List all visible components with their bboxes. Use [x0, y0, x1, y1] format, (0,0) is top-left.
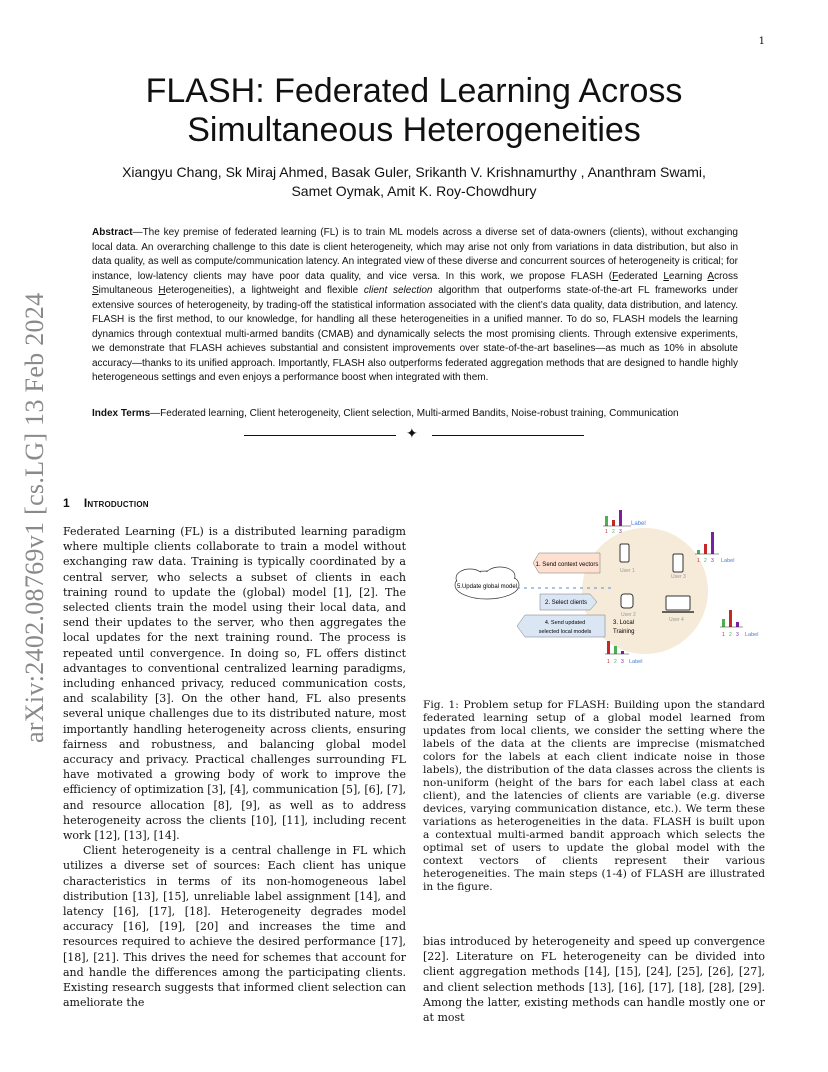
tick-label: 3 [621, 659, 624, 665]
server-cloud [455, 567, 519, 599]
acronym-rest: ederated [618, 270, 664, 282]
title-line-2: Simultaneous Heterogeneities [187, 111, 641, 149]
figure-flash-setup [425, 506, 765, 671]
tick-label: 2 [704, 558, 707, 564]
user4-label: User 4 [669, 617, 684, 623]
abstract-text-1: —The key premise of federated learning (FL) is to train ML models across a diverse set of data-owners (clients), without exchanging local data. An overarching challenge to this date is client heterogeneity, which may arise not only from variations in data distribution, but also in data quality, as well as compute/communication latency. An integrated view of these diverse and concurrent sources of heterogeneity is critical; for instance, low-latency clients may have poor data quality, and vice versa. In this work, we propose FLASH ( [92, 227, 738, 282]
tick-label: 2 [612, 529, 615, 535]
acronym-rest: imultaneous [98, 285, 159, 296]
bar [621, 651, 624, 654]
label-word: Label [631, 521, 646, 527]
tick-label: 3 [711, 558, 714, 564]
acronym-letter: A [707, 270, 715, 282]
abstract [92, 226, 738, 386]
user1-label: User 1 [620, 568, 635, 574]
label-word: Label [721, 558, 735, 564]
authors-line-1: Xiangyu Chang, Sk Miraj Ahmed, Basak Guler, Srikanth V. Krishnamurthy , Ananthram Swami, [122, 164, 706, 180]
step4-label-b: selected local models [538, 629, 592, 635]
author-list [90, 163, 738, 201]
section-number: 1 [63, 496, 70, 510]
tick-label: 1 [697, 558, 700, 564]
step3-label-b: Training [613, 629, 635, 635]
authors-line-2: Samet Oymak, Amit K. Roy-Chowdhury [291, 183, 537, 199]
left-column [63, 524, 406, 1011]
phone-icon [620, 544, 629, 562]
acronym-letter: S [92, 285, 99, 296]
abstract-text-2: ), a lightweight and flexible [228, 285, 364, 296]
step2-label: 2. Select clients [544, 600, 588, 606]
paper-title [100, 72, 728, 150]
index-terms [92, 407, 738, 421]
acronym-letter: F [612, 270, 619, 282]
acronym-letter: H [158, 285, 166, 296]
bar [619, 510, 622, 526]
step4-label-a: 4. Send updated [544, 620, 586, 626]
bar [605, 516, 608, 526]
acronym-rest: cross [714, 270, 738, 282]
tick-label: 1 [607, 659, 610, 665]
section-divider [244, 427, 584, 443]
bar-group-right-bottom [720, 610, 758, 638]
bar [704, 544, 707, 554]
page-number: 1 [758, 36, 765, 47]
paragraph: bias introduced by heterogeneity and speed up convergence [22]. Literature on FL heterogeneity can be divided into client aggregation methods [14], [15], [24], [25], [26], [27], and client selection methods [13], [16], [17], [18], [28], [29]. Among the latter, existing methods can handle mostly one or at most [423, 935, 765, 1025]
index-terms-label: Index Terms [92, 408, 151, 419]
divider-line-left [244, 435, 396, 436]
tick-label: 2 [729, 632, 732, 638]
bar [614, 646, 617, 654]
caption-label: Fig. 1: [423, 699, 459, 711]
acronym-rest: earning [668, 270, 708, 282]
label-word: Label [629, 659, 643, 665]
step3-label-a: 3. Local [613, 620, 635, 626]
abstract-label: Abstract [92, 227, 133, 238]
user2-label: User 2 [621, 612, 636, 618]
title-line-1: FLASH: Federated Learning Across [145, 72, 683, 110]
caption-text: Problem setup for FLASH: Building upon the standard federated learning setup of a global model learned from updates from local clients, we consider the setting where the labels of the data at the clients are imprecise (mismatched colors for the labels at each client indicate noise in those labels), the distribution of the data classes across the clients is non-uniform (height of the bars for each label class at each client), and the latencies of clients are variable (e.g. diverse devices, varying communication distance, etc.). We term these variations as heterogeneities in the data. FLASH is built upon a contextual multi-armed bandit approach which selects the optimal set of users to update the global model with the context vectors of clients represent their various heterogeneities. The main steps (1-4) of FLASH are illustrated in the figure. [423, 699, 765, 893]
bar [711, 532, 714, 554]
bar [612, 520, 615, 526]
label-word: Label [745, 632, 759, 638]
bar [697, 550, 700, 554]
acronym-letter: L [663, 270, 669, 282]
step1-label: 1. Send context vectors [535, 562, 599, 568]
section-heading [63, 496, 149, 510]
abstract-text-3: algorithm that outperforms state-of-the-art FL frameworks under extensive sources of heterogeneity, by trading-off the statistical information associated with the client’s data quality, data distribution, and latency. FLASH is the first method, to our knowledge, for handling all these heterogeneities in a unified manner. To do so, FLASH models the learning dynamics through contextual multi-armed bandits (CMAB) and dynamically selects the most promising clients. Through extensive experiments, we demonstrate that FLASH achieves substantial and consistent improvements over state-of-the-art baselines—as much as 10% in absolute accuracy—thanks to its unified approach. Importantly, FLASH also outperforms federated aggregation methods that are designed to handle highly heterogeneous settings and even enjoys a performance boost when integrated with them. [92, 285, 738, 383]
tick-label: 2 [614, 659, 617, 665]
divider-line-right [432, 435, 584, 436]
index-terms-text: —Federated learning, Client heterogeneity, Client selection, Multi-armed Bandits, Noise-robust training, Communication [150, 408, 679, 419]
arxiv-stamp: arXiv:2402.08769v1 [cs.LG] 13 Feb 2024 [20, 292, 49, 743]
paragraph: Federated Learning (FL) is a distributed learning paradigm where multiple clients collaborate to train a model without exchanging raw data. Training is typically coordinated by a central server, who selects a subset of clients in each training round to update the (global) model [1], [2]. The selected clients train the model using their local data, and send their updates to the server, who then aggregates the local updates for the next training round. The process is repeated until convergence. In doing so, FL offers distinct advantages to conventional centralized learning paradigms, including enhanced privacy, reduced communication costs, and scalability [3]. On the other hand, FL also presents several unique challenges due to its distributed nature, most importantly handling heterogeneity across clients, ensuring fairness and robustness, and balancing global model accuracy and privacy. Practical challenges surrounding FL have motivated a growing body of work to improve the efficiency of optimization [3], [4], communication [5], [6], [7], and resource allocation [8], [9], as well as to address heterogeneity across the clients [10], [11], including recent work [12], [13], [14]. [63, 525, 406, 843]
laptop-icon [666, 596, 690, 610]
section-title-text: Introduction [83, 496, 149, 510]
bar [736, 622, 739, 627]
watch-icon [621, 594, 633, 608]
acronym-rest: eterogeneities [165, 285, 229, 296]
divider-star-icon: ✦ [406, 426, 418, 442]
figure-caption [423, 699, 765, 894]
update-global-label: 5.Update global model [456, 584, 518, 590]
tick-label: 3 [736, 632, 739, 638]
user3-label: User 3 [671, 574, 686, 580]
bar [607, 641, 610, 654]
bar [722, 619, 725, 627]
bar [729, 610, 732, 627]
tablet-icon [673, 554, 683, 572]
paragraph: Client heterogeneity is a central challenge in FL which utilizes a diverse set of sources: Each client has unique characteristics in terms of its non-homogeneous label distribution [13], [15], unreliable label assignment [14], and latency [16], [17], [18]. Heterogeneity degrades model accuracy [16], [19], [20] and increases the time and resources required to achieve the desired performance [17], [18], [21]. This drives the need for schemes that account for and handle the differences among the participating clients. Existing research suggests that informed client selection can ameliorate the [63, 844, 406, 1010]
tick-label: 1 [722, 632, 725, 638]
tick-label: 3 [619, 529, 622, 535]
abstract-italic: client selection [363, 285, 433, 296]
bar-group-right-top [695, 532, 734, 564]
right-column [423, 934, 765, 1025]
tick-label: 1 [605, 529, 608, 535]
